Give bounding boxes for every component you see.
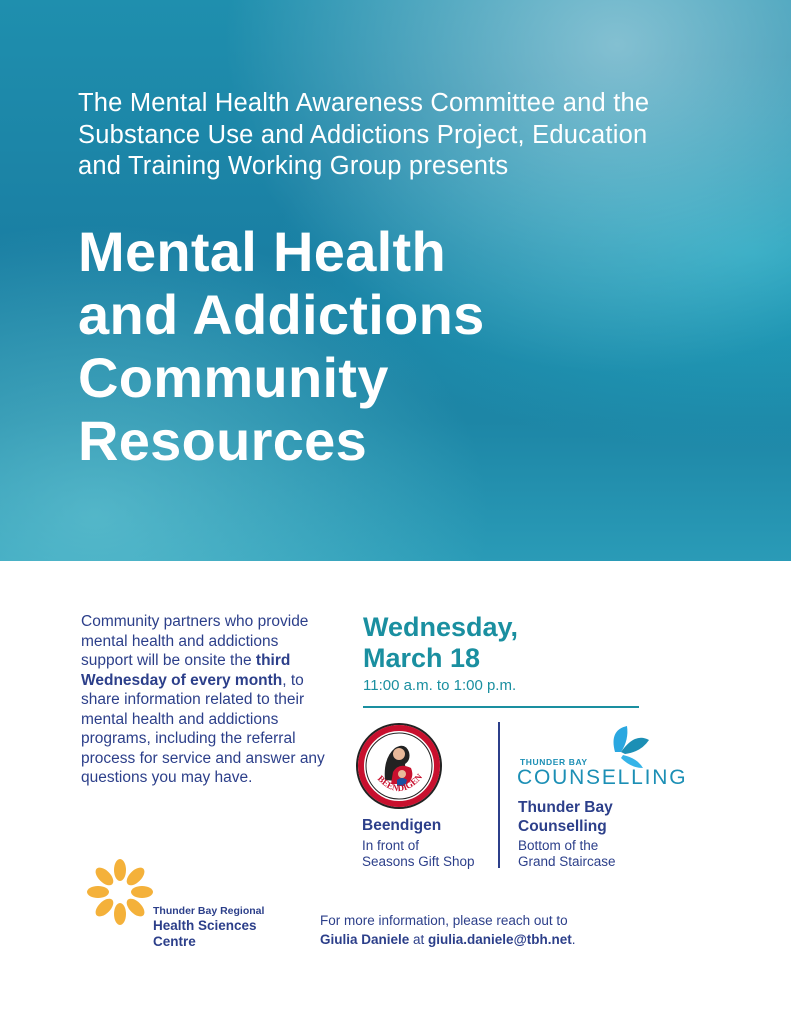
location-desc-line: Seasons Gift Shop — [362, 854, 475, 869]
contact-end: . — [571, 932, 576, 947]
location-name-beendigen: Beendigen — [362, 817, 442, 834]
org-name-line: Health Sciences — [153, 918, 257, 933]
event-month-day: March 18 — [363, 643, 481, 673]
location-desc-line: Bottom of the — [518, 838, 599, 853]
location-name-counselling — [518, 798, 613, 836]
event-date — [363, 612, 518, 674]
event-day: Wednesday, — [363, 612, 519, 642]
contact-info — [320, 911, 576, 949]
title-line: Mental Health — [78, 220, 446, 283]
location-name-line: Counselling — [518, 818, 607, 835]
location-desc-counselling — [518, 838, 616, 870]
title-line: Resources — [78, 409, 368, 472]
org-name — [153, 918, 293, 950]
location-desc-line: In front of — [362, 838, 420, 853]
sun-logo-icon — [86, 858, 154, 926]
description-part2: , to share information related to their mental health and addictions programs, including the referral process for service and answer any questions you may have. — [81, 671, 325, 786]
contact-line1: For more information, please reach out to — [320, 913, 568, 928]
beendigen-logo — [355, 722, 443, 810]
description-bold: third Wednesday of every month — [81, 652, 291, 689]
org-name-small: Thunder Bay Regional — [153, 905, 265, 917]
event-time: 11:00 a.m. to 1:00 p.m. — [363, 677, 517, 694]
contact-name: Giulia Daniele — [320, 932, 410, 947]
org-name-line: Centre — [153, 934, 196, 949]
divider-vertical — [498, 722, 500, 868]
counselling-logo-big: COUNSELLING — [517, 766, 688, 789]
counselling-logo-small: THUNDER BAY — [520, 757, 588, 767]
divider-horizontal — [363, 706, 639, 708]
description-part1: Community partners who provide mental health and addictions support will be onsite the — [81, 613, 309, 669]
beendigen-logo-text: BEENDIGEN — [375, 771, 425, 794]
contact-email-link[interactable]: giulia.daniele@tbh.net — [428, 932, 572, 947]
page-title — [78, 220, 718, 472]
location-name-line: Thunder Bay — [518, 799, 613, 816]
location-desc-beendigen — [362, 838, 475, 870]
intro-text: The Mental Health Awareness Committee and the Substance Use and Addictions Project, Education and Training Working Group presents — [78, 89, 650, 180]
contact-at: at — [409, 932, 429, 947]
description-text — [81, 612, 331, 788]
location-desc-line: Grand Staircase — [518, 854, 616, 869]
title-line: and Addictions — [78, 283, 485, 346]
title-line: Community — [78, 346, 389, 409]
